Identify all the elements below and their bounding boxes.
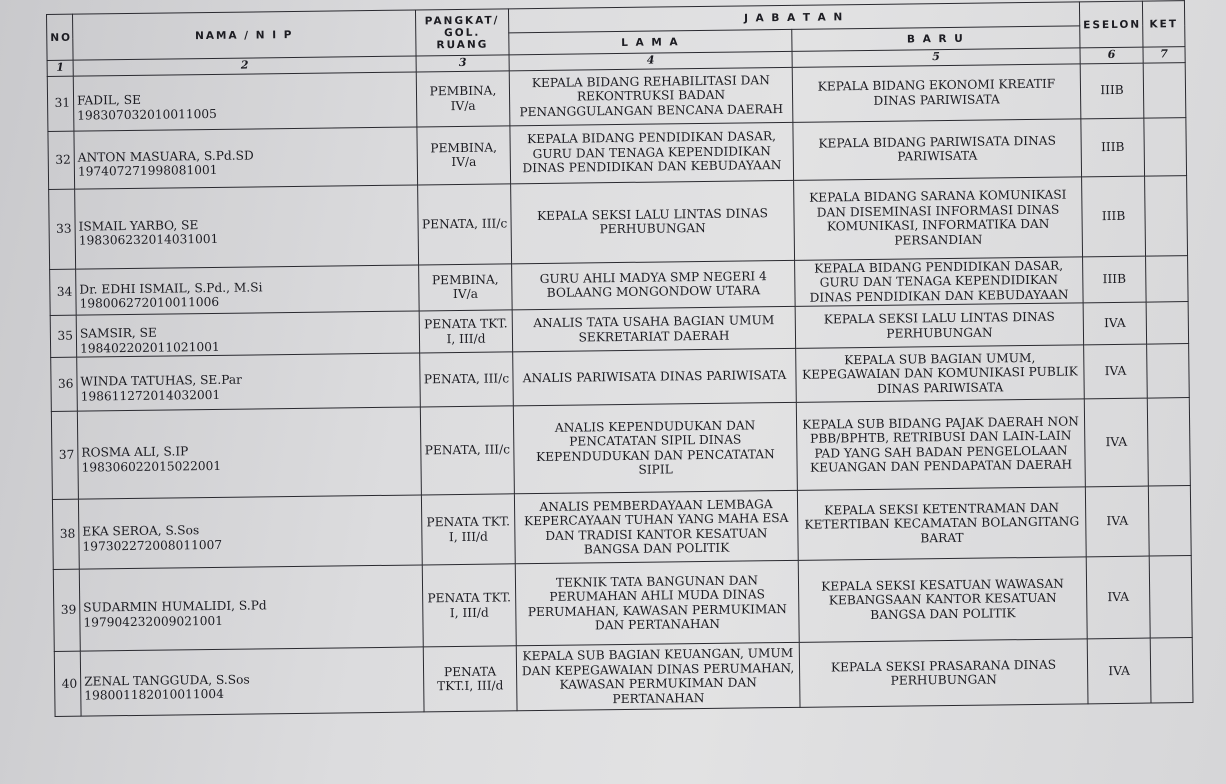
row-number: 35 bbox=[50, 315, 77, 357]
echelon-cell: IIIB bbox=[1080, 63, 1144, 119]
remarks-cell bbox=[1146, 255, 1189, 302]
employee-nip: 198306022015022001 bbox=[81, 458, 222, 475]
rank-cell: PEMBINA, IV/a bbox=[419, 263, 513, 311]
employee-nip: 198611272014032001 bbox=[80, 387, 221, 404]
remarks-cell bbox=[1146, 302, 1189, 345]
old-position-cell: ANALIS KEPENDUDUKAN DAN PENCATATAN SIPIL DINAS KEPENDUDUKAN DAN PENCATATAN SIPIL bbox=[513, 402, 797, 493]
old-position-cell: TEKNIK TATA BANGUNAN DAN PERUMAHAN AHLI MUDA DINAS PERUMAHAN, KAWASAN PERMUKIMAN DAN PERTANAHAN bbox=[515, 560, 799, 645]
remarks-cell bbox=[1148, 486, 1191, 557]
old-position-cell: KEPALA BIDANG PENDIDIKAN DASAR, GURU DAN TENAGA KEPENDIDIKAN DINAS PENDIDIKAN DAN KEBUDAYAAN bbox=[510, 122, 794, 183]
header-lama: L A M A bbox=[509, 29, 792, 54]
rank-cell: PENATA, III/c bbox=[420, 406, 514, 495]
rank-cell: PENATA, III/c bbox=[418, 183, 512, 264]
employee-nip: 198006272010011006 bbox=[79, 295, 220, 311]
old-position-cell: ANALIS TATA USAHA BAGIAN UMUM SEKRETARIAT DAERAH bbox=[512, 306, 795, 351]
header-pangkat bbox=[415, 9, 509, 56]
name-nip-cell bbox=[77, 407, 421, 499]
employee-name: ANTON MASUARA, S.Pd.SD bbox=[77, 147, 254, 165]
employee-nip: 198307032010011005 bbox=[77, 106, 217, 123]
new-position-cell: KEPALA SEKSI KETENTRAMAN DAN KETERTIBAN KECAMATAN BOLANGITANG BARAT bbox=[797, 487, 1086, 561]
header-pangkat-label: PANGKAT/ bbox=[424, 13, 500, 27]
mutation-table bbox=[46, 0, 1194, 717]
employee-name: ISMAIL YARBO, SE bbox=[78, 217, 199, 234]
old-position-cell: GURU AHLI MADYA SMP NEGERI 4 BOLAANG MONGONDOW UTARA bbox=[512, 260, 796, 310]
table-row bbox=[53, 556, 1192, 652]
column-index: 7 bbox=[1143, 47, 1185, 63]
employee-name: ZENAL TANGGUDA, S.Sos bbox=[84, 672, 250, 689]
old-position-cell: KEPALA BIDANG REHABILITASI DAN REKONTRUKSI BADAN PENANGGULANGAN BENCANA DAERAH bbox=[509, 67, 793, 125]
remarks-cell bbox=[1149, 556, 1192, 639]
employee-nip: 197407271998081001 bbox=[77, 162, 218, 179]
row-number: 32 bbox=[48, 131, 75, 189]
column-index: 1 bbox=[47, 60, 73, 76]
new-position-cell: KEPALA BIDANG PARIWISATA DINAS PARIWISATA bbox=[793, 118, 1082, 180]
column-index: 6 bbox=[1080, 47, 1143, 63]
row-number: 40 bbox=[54, 651, 81, 716]
row-number: 39 bbox=[53, 569, 80, 651]
table-row bbox=[49, 175, 1188, 269]
employee-name: Dr. EDHI ISMAIL, S.Pd., M.Si bbox=[79, 280, 263, 297]
name-nip-cell bbox=[74, 126, 418, 188]
old-position-cell: ANALIS PEMBERDAYAAN LEMBAGA KEPERCAYAAN TUHAN YANG MAHA ESA DAN TRADISI KANTOR KESATUAN BANGSA DAN POLITIK bbox=[514, 490, 798, 563]
remarks-cell bbox=[1147, 344, 1190, 399]
header-no: NO bbox=[47, 14, 74, 60]
name-nip-cell bbox=[76, 311, 419, 357]
echelon-cell: IVA bbox=[1084, 398, 1148, 487]
employee-nip: 197302272008011007 bbox=[82, 537, 223, 554]
rank-cell: PENATA TKT. I, III/d bbox=[421, 494, 515, 565]
remarks-cell bbox=[1144, 117, 1187, 176]
echelon-cell: IVA bbox=[1084, 344, 1148, 399]
employee-name: SAMSIR, SE bbox=[79, 325, 157, 341]
new-position-cell: KEPALA SUB BAGIAN UMUM, KEPEGAWAIAN DAN KOMUNIKASI PUBLIK DINAS PARIWISATA bbox=[796, 345, 1085, 403]
remarks-cell bbox=[1150, 638, 1193, 704]
echelon-cell: IIIB bbox=[1081, 118, 1145, 177]
row-number: 33 bbox=[49, 189, 76, 269]
table-row bbox=[51, 398, 1190, 500]
echelon-cell: IIIB bbox=[1082, 176, 1146, 257]
row-number: 37 bbox=[51, 411, 78, 499]
employee-name: SUDARMIN HUMALIDI, S.Pd bbox=[83, 598, 267, 615]
employee-nip: 198306232014031001 bbox=[78, 231, 219, 248]
rank-cell: PENATA TKT. I, III/d bbox=[422, 564, 516, 647]
rank-cell: PENATA, III/c bbox=[420, 352, 514, 407]
name-nip-cell bbox=[79, 565, 423, 651]
rank-cell: PENATA TKT. I, III/d bbox=[419, 310, 513, 353]
employee-nip: 198402202011021001 bbox=[79, 339, 220, 356]
header-gol-ruang-label: GOL. RUANG bbox=[436, 26, 489, 51]
remarks-cell bbox=[1145, 175, 1188, 256]
new-position-cell: KEPALA SEKSI PRASARANA DINAS PERHUBUNGAN bbox=[799, 639, 1088, 708]
echelon-cell: IVA bbox=[1083, 302, 1147, 345]
name-nip-cell bbox=[77, 353, 421, 411]
name-nip-cell bbox=[75, 184, 419, 268]
header-baru: B A R U bbox=[792, 26, 1080, 52]
old-position-cell: KEPALA SUB BAGIAN KEUANGAN, UMUM DAN KEPEGAWAIAN DINAS PERUMAHAN, KAWASAN PERMUKIMAN DAN PERTANAHAN bbox=[516, 642, 800, 710]
employee-name: ROSMA ALI, S.IP bbox=[81, 444, 189, 460]
employee-name: WINDA TATUHAS, SE.Par bbox=[80, 372, 242, 389]
row-number: 34 bbox=[50, 269, 77, 316]
name-nip-cell bbox=[73, 71, 417, 130]
employee-nip: 198001182010011004 bbox=[84, 686, 224, 703]
column-index: 3 bbox=[416, 55, 509, 72]
rank-cell: PEMBINA, IV/a bbox=[416, 70, 510, 126]
name-nip-cell bbox=[80, 647, 424, 716]
old-position-cell: KEPALA SEKSI LALU LINTAS DINAS PERHUBUNGAN bbox=[511, 180, 795, 263]
name-nip-cell bbox=[78, 495, 422, 569]
name-nip-cell bbox=[76, 264, 420, 315]
remarks-cell bbox=[1143, 62, 1186, 118]
row-number: 38 bbox=[52, 499, 79, 569]
new-position-cell: KEPALA BIDANG PENDIDIKAN DASAR, GURU DAN TENAGA KEPENDIDIKAN DINAS PENDIDIKAN DAN KEBUDAYAAN bbox=[795, 256, 1084, 306]
new-position-cell: KEPALA SUB BIDANG PAJAK DAERAH NON PBB/BPHTB, RETRIBUSI DAN LAIN-LAIN PAD YANG SAH BADAN PENGELOLAAN KEUANGAN DAN PENDAPATAN DAERAH bbox=[796, 399, 1085, 491]
header-nama-nip: NAMA / N I P bbox=[73, 10, 417, 60]
remarks-cell bbox=[1147, 398, 1190, 487]
employee-name: FADIL, SE bbox=[76, 92, 142, 108]
row-number: 31 bbox=[47, 76, 74, 131]
table-row bbox=[54, 638, 1193, 717]
employee-name: EKA SEROA, S.Sos bbox=[82, 523, 200, 539]
header-ket: KET bbox=[1142, 1, 1185, 48]
header-eselon: ESELON bbox=[1079, 1, 1143, 48]
echelon-cell: IIIB bbox=[1083, 256, 1147, 303]
echelon-cell: IVA bbox=[1086, 556, 1150, 639]
row-number: 36 bbox=[51, 357, 78, 411]
header-jabatan: J A B A T A N bbox=[508, 2, 1079, 33]
rank-cell: PENATA TKT.I, III/d bbox=[423, 646, 517, 712]
echelon-cell: IVA bbox=[1087, 638, 1151, 704]
column-index: 2 bbox=[73, 56, 416, 76]
new-position-cell: KEPALA BIDANG EKONOMI KREATIF DINAS PARIWISATA bbox=[792, 63, 1081, 122]
employee-nip: 197904232009021001 bbox=[83, 613, 224, 630]
old-position-cell: ANALIS PARIWISATA DINAS PARIWISATA bbox=[513, 348, 797, 405]
new-position-cell: KEPALA SEKSI KESATUAN WAWASAN KEBANGSAAN KANTOR KESATUAN BANGSA DAN POLITIK bbox=[798, 557, 1087, 643]
column-index: 5 bbox=[792, 48, 1080, 67]
new-position-cell: KEPALA SEKSI LALU LINTAS DINAS PERHUBUNGAN bbox=[795, 303, 1084, 349]
rank-cell: PEMBINA, IV/a bbox=[417, 125, 511, 184]
column-index: 4 bbox=[509, 51, 792, 70]
echelon-cell: IVA bbox=[1085, 486, 1149, 557]
new-position-cell: KEPALA BIDANG SARANA KOMUNIKASI DAN DISEMINASI INFORMASI DINAS KOMUNIKASI, INFORMATIKA DAN PERSANDIAN bbox=[794, 176, 1083, 260]
